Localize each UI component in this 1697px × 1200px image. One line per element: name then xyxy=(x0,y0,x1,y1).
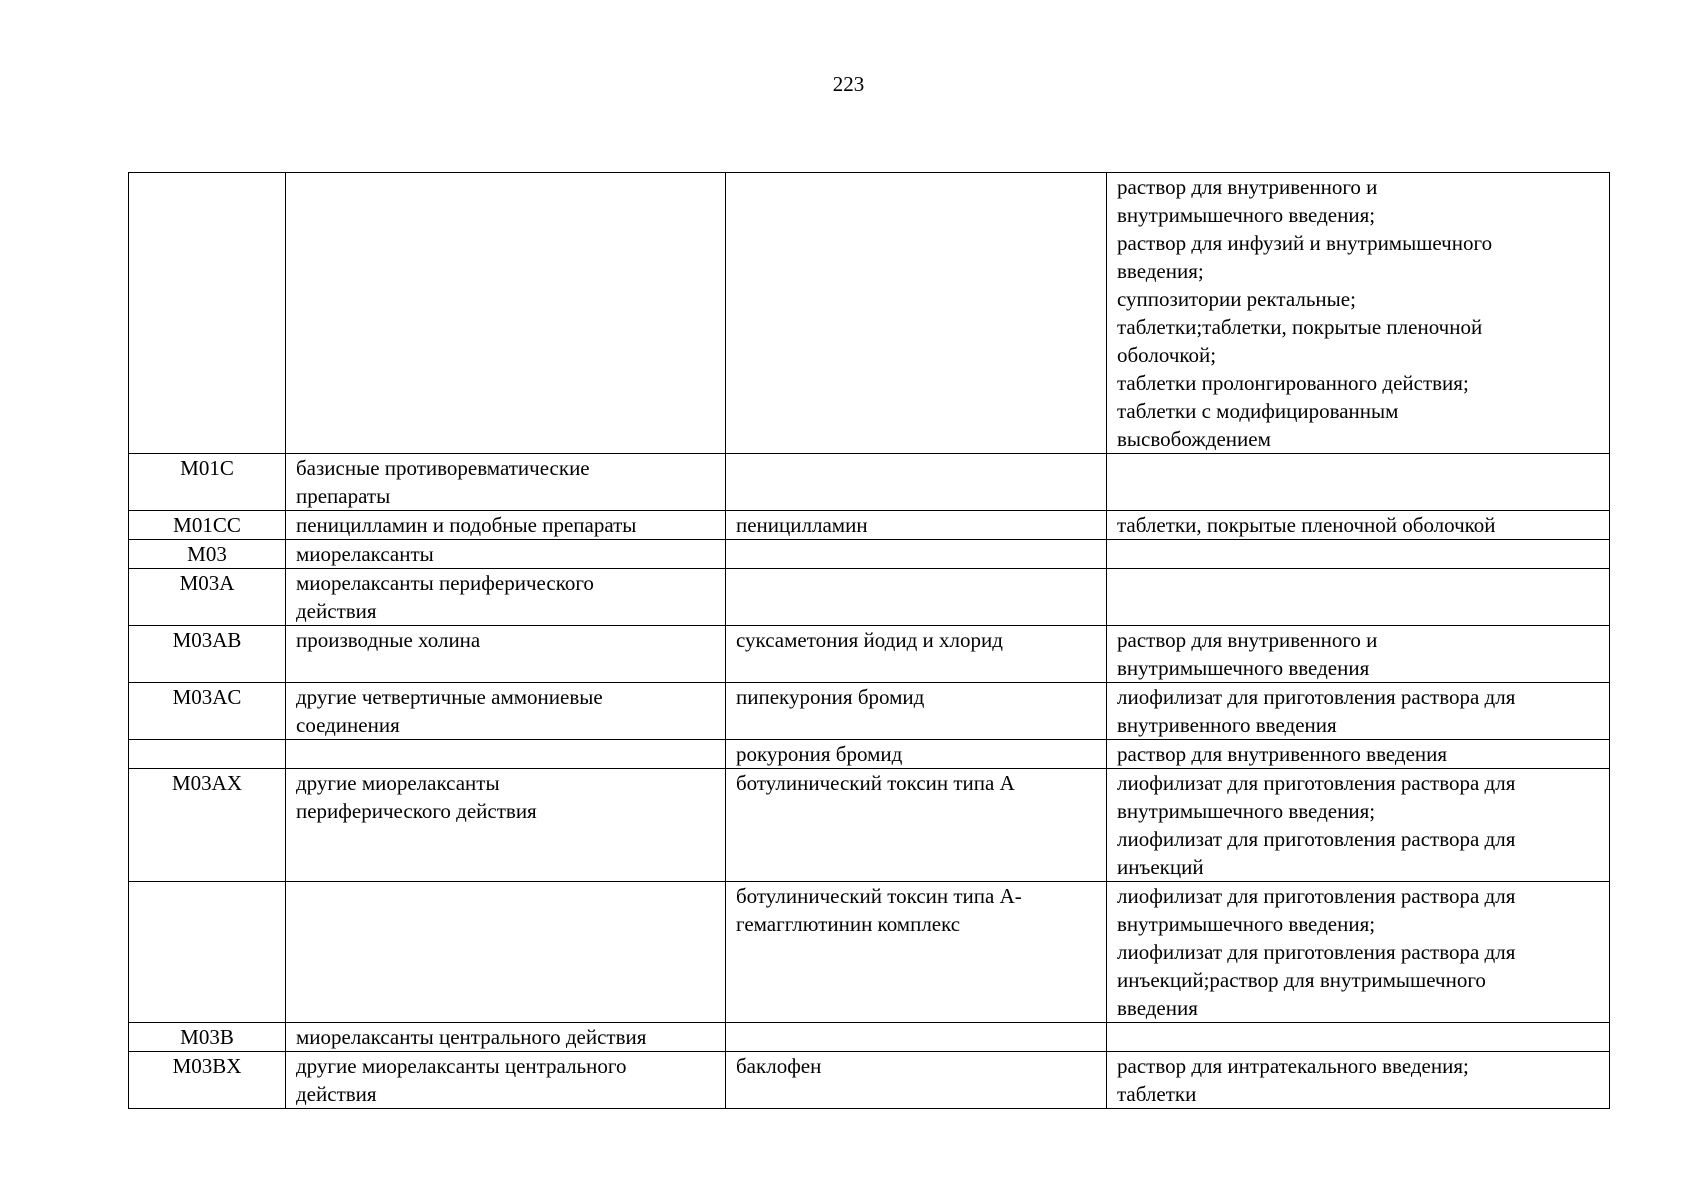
atc-code-cell: M03B xyxy=(129,1023,286,1052)
drug-name-cell: пипекурония бромид xyxy=(726,683,1107,740)
dosage-forms-cell xyxy=(1107,1023,1610,1052)
group-name-cell: другие миорелаксанты центрального действия xyxy=(286,1052,726,1109)
table-row xyxy=(129,626,1610,683)
group-name-cell: миорелаксанты центрального действия xyxy=(286,1023,726,1052)
group-name-cell: пеницилламин и подобные препараты xyxy=(286,511,726,540)
drug-name-cell: баклофен xyxy=(726,1052,1107,1109)
atc-drug-table xyxy=(128,172,1610,1109)
drug-name-cell: пеницилламин xyxy=(726,511,1107,540)
dosage-forms-cell: лиофилизат для приготовления раствора для внутримышечного введения; лиофилизат для приготовления раствора для инъекций xyxy=(1107,769,1610,882)
dosage-forms-cell: раствор для внутривенного и внутримышечного введения; раствор для инфузий и внутримышечного введения; суппозитории ректальные; таблетки;таблетки, покрытые пленочной оболочкой; таблетки пролонгированного действия; таблетки с модифицированным высвобождением xyxy=(1107,173,1610,454)
atc-code-cell: M03 xyxy=(129,540,286,569)
atc-code-cell xyxy=(129,740,286,769)
drug-name-cell: суксаметония йодид и хлорид xyxy=(726,626,1107,683)
dosage-forms-cell xyxy=(1107,569,1610,626)
group-name-cell xyxy=(286,882,726,1023)
group-name-cell xyxy=(286,173,726,454)
atc-code-cell xyxy=(129,173,286,454)
atc-code-cell xyxy=(129,882,286,1023)
dosage-forms-cell: раствор для внутривенного введения xyxy=(1107,740,1610,769)
atc-code-cell: M01C xyxy=(129,454,286,511)
group-name-cell: другие четвертичные аммониевые соединения xyxy=(286,683,726,740)
drug-name-cell xyxy=(726,1023,1107,1052)
table-row xyxy=(129,540,1610,569)
dosage-forms-cell: раствор для интратекального введения; таблетки xyxy=(1107,1052,1610,1109)
dosage-forms-cell xyxy=(1107,540,1610,569)
group-name-cell: миорелаксанты xyxy=(286,540,726,569)
page-number: 223 xyxy=(832,72,865,96)
atc-code-cell: M01CC xyxy=(129,511,286,540)
table-row xyxy=(129,569,1610,626)
table-row xyxy=(129,511,1610,540)
drug-name-cell xyxy=(726,540,1107,569)
table-row xyxy=(129,1052,1610,1109)
table-row xyxy=(129,740,1610,769)
drug-name-cell: ботулинический токсин типа А xyxy=(726,769,1107,882)
atc-code-cell: M03AX xyxy=(129,769,286,882)
atc-code-cell: M03BX xyxy=(129,1052,286,1109)
drug-name-cell: рокурония бромид xyxy=(726,740,1107,769)
table-row xyxy=(129,454,1610,511)
drug-name-cell xyxy=(726,569,1107,626)
table-row xyxy=(129,1023,1610,1052)
drug-name-cell xyxy=(726,173,1107,454)
group-name-cell: базисные противоревматические препараты xyxy=(286,454,726,511)
group-name-cell: другие миорелаксанты периферического действия xyxy=(286,769,726,882)
atc-code-cell: M03A xyxy=(129,569,286,626)
group-name-cell: миорелаксанты периферического действия xyxy=(286,569,726,626)
table-row xyxy=(129,173,1610,454)
drug-name-cell xyxy=(726,454,1107,511)
dosage-forms-cell: таблетки, покрытые пленочной оболочкой xyxy=(1107,511,1610,540)
group-name-cell xyxy=(286,740,726,769)
drug-name-cell: ботулинический токсин типа А- гемагглютинин комплекс xyxy=(726,882,1107,1023)
dosage-forms-cell: лиофилизат для приготовления раствора для внутримышечного введения; лиофилизат для приготовления раствора для инъекций;раствор для внутримышечного введения xyxy=(1107,882,1610,1023)
table-row xyxy=(129,769,1610,882)
dosage-forms-cell: раствор для внутривенного и внутримышечного введения xyxy=(1107,626,1610,683)
table-row xyxy=(129,683,1610,740)
group-name-cell: производные холина xyxy=(286,626,726,683)
dosage-forms-cell: лиофилизат для приготовления раствора для внутривенного введения xyxy=(1107,683,1610,740)
table-row xyxy=(129,882,1610,1023)
atc-code-cell: M03AB xyxy=(129,626,286,683)
atc-code-cell: M03AC xyxy=(129,683,286,740)
dosage-forms-cell xyxy=(1107,454,1610,511)
